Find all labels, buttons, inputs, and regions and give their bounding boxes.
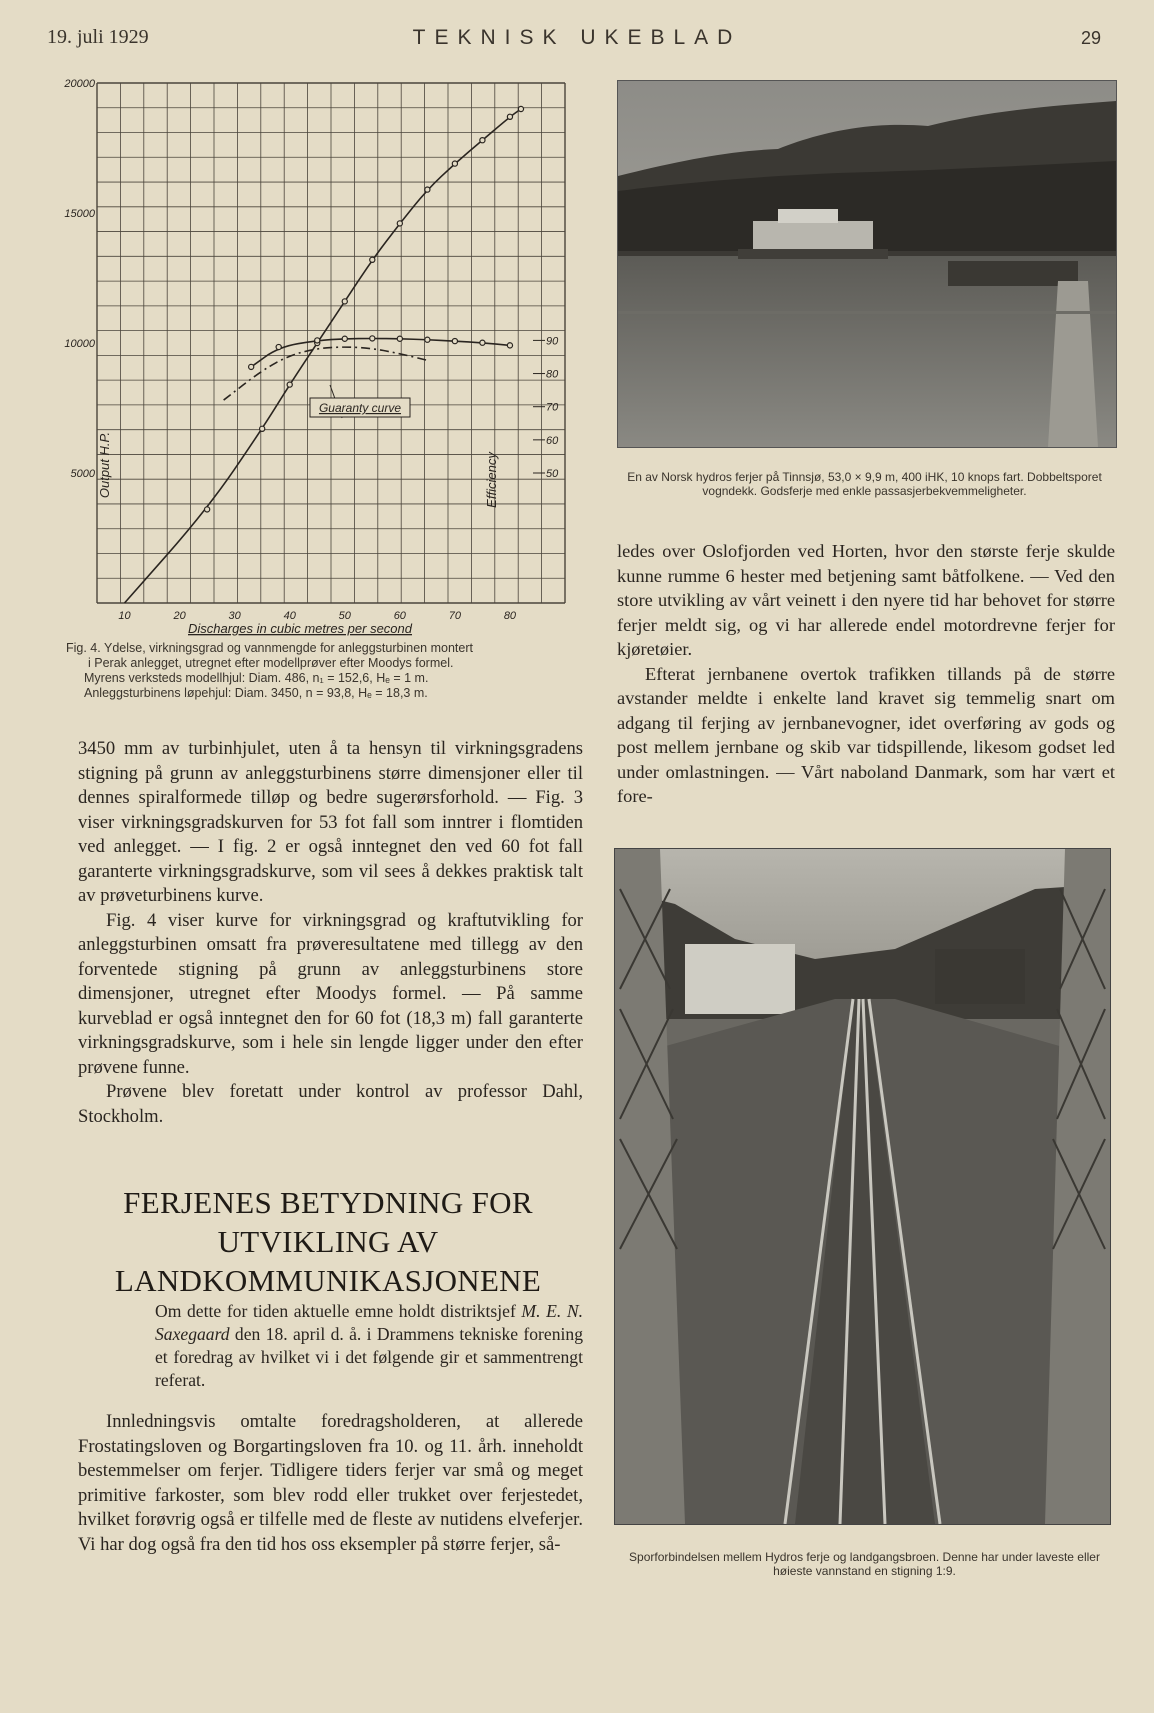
- data-point: [342, 336, 347, 341]
- right-tick-label: 90: [546, 335, 559, 348]
- left-tick-label: 20000: [64, 78, 95, 90]
- left-axis-ticks: [63, 78, 95, 480]
- x-tick-label: 60: [393, 610, 406, 622]
- data-point: [397, 336, 402, 341]
- data-point: [452, 338, 457, 343]
- right-axis-label: Efficiency: [484, 452, 499, 508]
- track-photo-caption: Sporforbindelsen mellem Hydros ferje og landgangsbroen. Denne har under laveste eller høieste vannstand en stigning 1:9.: [629, 1550, 1100, 1578]
- speaker-name: M. E. N. Saxegaard: [155, 1301, 583, 1344]
- right-axis-ticks: [533, 335, 559, 480]
- fig4-caption: [66, 641, 586, 701]
- data-point: [425, 337, 430, 342]
- left-tick-label: 5000: [70, 468, 95, 480]
- left-axis-label: Output H.P.: [97, 431, 112, 499]
- data-point: [507, 343, 512, 348]
- data-point: [480, 340, 485, 345]
- data-point: [507, 114, 512, 119]
- article-body-left: [78, 1410, 583, 1557]
- data-point: [397, 221, 402, 226]
- fig4-caption-line1: Fig. 4. Ydelse, virkningsgrad og vannmengde for anleggsturbinen montert: [66, 641, 473, 655]
- data-point: [452, 161, 457, 166]
- x-tick-label: 50: [338, 610, 351, 622]
- ferry-photo: [617, 80, 1117, 448]
- chart-grid: [97, 83, 565, 603]
- data-point: [342, 299, 347, 304]
- data-point: [205, 507, 210, 512]
- page-header: [0, 26, 1154, 66]
- left-tick-label: 15000: [64, 208, 95, 220]
- fig4-caption-line3: Myrens verksteds modellhjul: Diam. 486, n₁ = 152,6, Hₑ = 1 m.: [84, 671, 429, 685]
- x-tick-label: 80: [503, 610, 517, 622]
- article-lead: [155, 1300, 583, 1392]
- data-point: [276, 344, 281, 349]
- left-paragraph-2: Fig. 4 viser kurve for virkningsgrad og kraftutvikling for anleggsturbinen omsatt fra prøveresultatene med tillegg av den forventede stigning på grunn av anleggsturbinens store dimensjoner, utregnet efter Moodys formel. — På samme kurveblad er også inntegnet den for 60 fot (18,3 m) fall garanterte virkningsgradskurve, som i hele sin lengde ligger under den efter prøvene funne.: [78, 909, 583, 1078]
- x-tick-label: 30: [228, 610, 241, 622]
- article-paragraph-1: Innledningsvis omtalte foredragsholderen, at allerede Frostatingsloven og Borgartingsloven fra 10. og 11. årh. inneholdt bestemmelser om ferjer. Tidligere tiders ferjer var små og meget primitive farkoster, som blev rodd eller trukket over ferjestedet, hvilket forøvrig også er tilfelle med de fleste av nutidens elveferjer. Vi har dog også fra den tid hos oss eksempler på større ferjer, så-: [78, 1411, 583, 1555]
- x-tick-label: 70: [448, 610, 462, 622]
- page-number: 29: [1080, 28, 1101, 48]
- data-point: [315, 338, 320, 343]
- right-paragraph-1: ledes over Oslofjorden ved Horten, hvor den største ferje skulde kunne rumme 6 hester med betjening samt båtfolkene. — Ved den store utvikling av vårt veinett i den nyere tid har behovet for større ferjer meldt sig, og vi har allerede endel motordrevne ferjer for kjøretøier.: [617, 541, 1115, 659]
- x-axis-label: Discharges in cubic metres per second: [188, 621, 412, 636]
- left-paragraph-1: 3450 mm av turbinhjulet, uten å ta hensyn til virkningsgradens stigning på grunn av anleggsturbinens større dimensjoner eller til dennes spiralformede tilløp og bedre sugerørsforhold. — Fig. 3 viser virkningsgradskurven for 53 fot fall som inntrer i flomtiden ved anlegget. — I fig. 2 er også inntegnet den ved 60 fot fall garanterte virkningsgradskurve, som vil sees å dekkes praktisk talt av prøveturbinens kurve.: [78, 738, 583, 906]
- data-point: [370, 336, 375, 341]
- article-title: FERJENES BETYDNING FOR UTVIKLING AV LANDKOMMUNIKASJONENE: [114, 1185, 542, 1298]
- data-point: [518, 106, 523, 111]
- masthead: TEKNISK UKEBLAD: [412, 26, 742, 49]
- lead-text-b: den 18. april d. å. i Drammens tekniske forening et foredrag av hvilket vi i det følgende gir et sammentrengt referat.: [155, 1324, 583, 1390]
- right-paragraph-2: Efterat jernbanene overtok trafikken tillands på de større avstander meldte i enkelte land kravet sig temmelig snart om adgang til ferjing av jernbanevogner, idet overføring av gods og post mellem jernbane og skib var tidspillende, likesom godset led under omlastningen. — Vårt naboland Danmark, som har vært et fore-: [617, 663, 1115, 806]
- track-photo: [614, 848, 1111, 1525]
- fig4-caption-line4: Anleggsturbinens løpehjul: Diam. 3450, n = 93,8, Hₑ = 18,3 m.: [84, 686, 428, 700]
- right-tick-label: 80: [546, 368, 559, 381]
- x-tick-label: 10: [118, 610, 131, 622]
- lead-text-a: Om dette for tiden aktuelle emne holdt distriktsjef: [155, 1301, 522, 1321]
- data-point: [260, 426, 265, 431]
- fig4-chart: [30, 75, 570, 640]
- right-tick-label: 70: [546, 401, 559, 414]
- data-point: [480, 138, 485, 143]
- ferry-photo-caption: En av Norsk hydros ferjer på Tinnsjø, 53,0 × 9,9 m, 400 iHK, 10 knops fart. Dobbeltsporet vogndekk. Godsferje med enkle passasjerbekvemmeligheter.: [627, 470, 1102, 498]
- data-point: [287, 382, 292, 387]
- fig4-caption-line2: i Perak anlegget, utregnet efter modellprøver efter Moodys formel.: [88, 656, 454, 670]
- data-point: [370, 257, 375, 262]
- left-tick-label: 10000: [64, 338, 95, 350]
- guaranty-curve-label: Guaranty curve: [318, 401, 402, 415]
- x-tick-label: 20: [173, 610, 186, 622]
- right-column: [617, 539, 1115, 809]
- issue-date: 19. juli 1929: [47, 26, 149, 48]
- left-column: [78, 737, 583, 1129]
- data-point: [425, 187, 430, 192]
- data-point: [249, 364, 254, 369]
- right-tick-label: 60: [546, 434, 559, 447]
- right-tick-label: 50: [546, 468, 559, 480]
- left-paragraph-3: Prøvene blev foretatt under kontrol av professor Dahl, Stockholm.: [78, 1081, 583, 1127]
- x-tick-label: 40: [283, 610, 296, 622]
